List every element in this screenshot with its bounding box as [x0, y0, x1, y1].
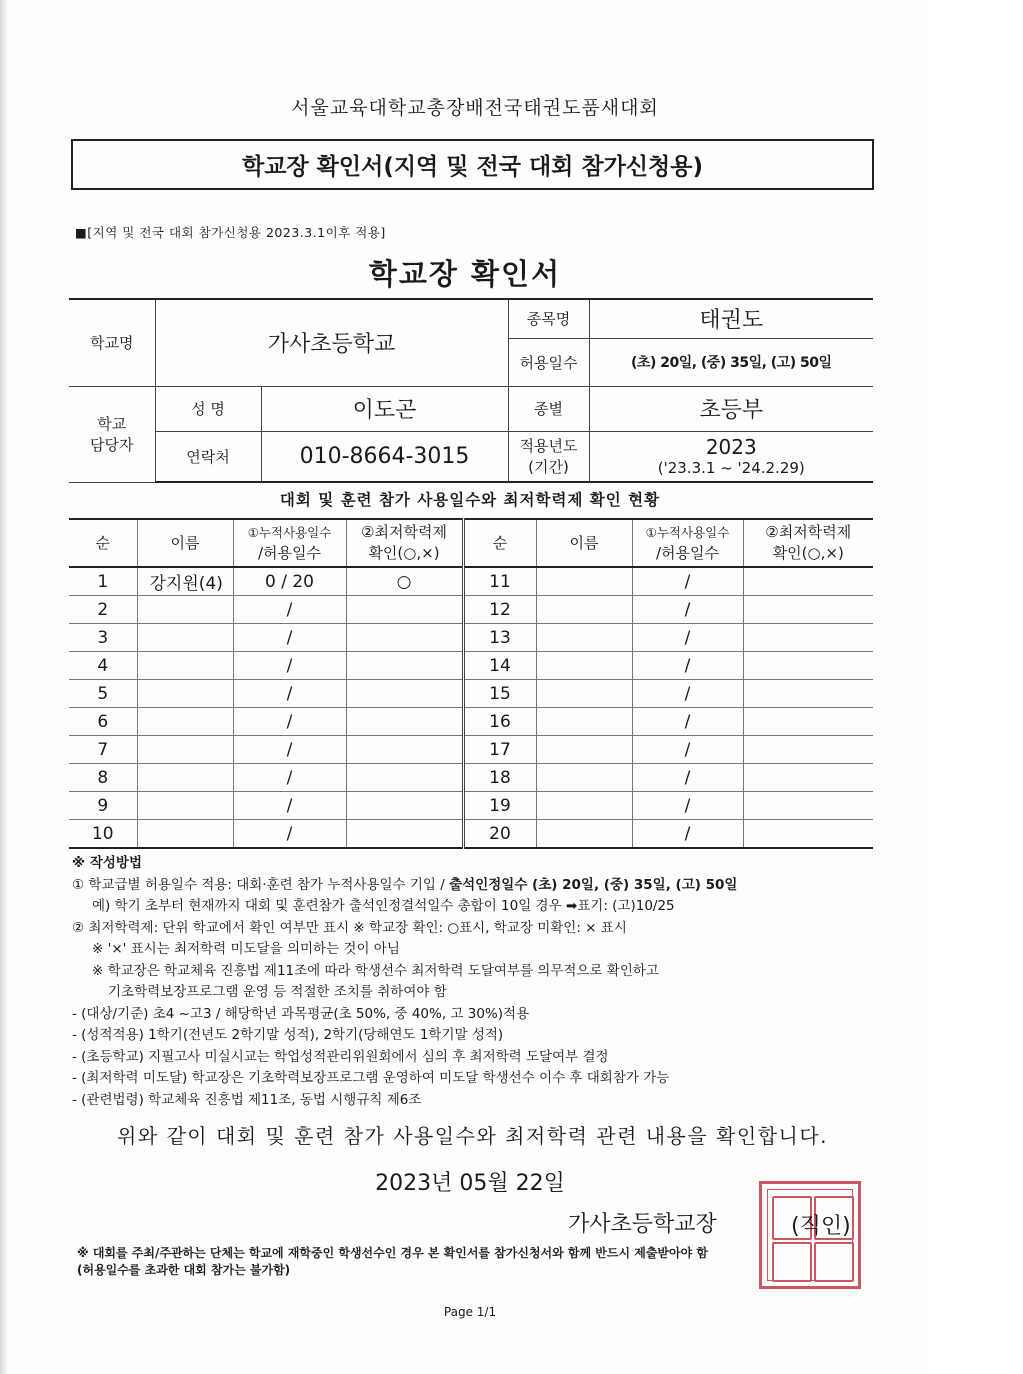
- instruction-line-1b: 출석인정일수 (초) 20일, (중) 35일, (고) 50일: [449, 876, 738, 893]
- row-name: [536, 792, 632, 820]
- header-check-right: [743, 519, 873, 567]
- year-label-line2: (기간): [528, 458, 569, 477]
- row-name: [536, 764, 632, 792]
- page-number: Page 1/1: [443, 1305, 497, 1319]
- row-name: [536, 596, 632, 624]
- row-days: /: [632, 736, 743, 764]
- row-no: 18: [463, 764, 536, 792]
- row-days: /: [632, 820, 743, 849]
- row-check: [743, 736, 873, 764]
- roster-table: [69, 518, 873, 849]
- row-days: /: [233, 736, 346, 764]
- seal-label: (직인): [791, 1214, 851, 1239]
- header-check-right-line1: ②최저학력제: [765, 523, 852, 541]
- row-days: /: [632, 680, 743, 708]
- scan-margin: [928, 0, 1023, 1374]
- header-days-right-line2: /허용일수: [655, 544, 719, 562]
- header-check-line2: 확인(○,×): [368, 544, 440, 562]
- row-no: 2: [69, 596, 137, 624]
- row-days: /: [233, 764, 346, 792]
- allowed-days-label: 허용일수: [508, 338, 589, 386]
- form-title-box: [71, 139, 874, 190]
- issue-date: 2023년 05월 22일: [375, 1171, 565, 1196]
- row-name: [536, 736, 632, 764]
- row-check: [346, 596, 463, 624]
- header-no-right: 순: [463, 519, 536, 567]
- table-row: [69, 680, 873, 708]
- main-title: 학교장 확인서: [368, 257, 562, 291]
- category-value: 초등부: [589, 386, 873, 431]
- year-label: [508, 431, 589, 482]
- row-check: [346, 708, 463, 736]
- header-days-right-line1: ①누적사용일수: [645, 525, 730, 540]
- row-days: 0 / 20: [233, 567, 346, 596]
- row-no: 17: [463, 736, 536, 764]
- footer-note-line2: (허용일수를 초과한 대회 참가는 불가함): [77, 1263, 291, 1277]
- school-label: 학교명: [69, 299, 155, 386]
- header-days-line1: ①누적사용일수: [247, 525, 332, 540]
- row-check: [346, 792, 463, 820]
- roster-header-row: [69, 519, 873, 567]
- header-days-right: [632, 519, 743, 567]
- row-check: ○: [346, 567, 463, 596]
- instruction-line-2b: ➡표기: (고)10/25: [565, 898, 675, 914]
- instruction-line-1: [72, 875, 862, 897]
- row-name: [137, 792, 233, 820]
- row-check: [743, 680, 873, 708]
- instruction-line-8: - (성적적용) 1학기(전년도 2학기말 성적), 2학기(당해연도 1학기말 성적): [72, 1027, 504, 1043]
- header-days-line2: /허용일수: [257, 544, 321, 562]
- footer-note: [77, 1245, 708, 1279]
- row-no: 11: [463, 567, 536, 596]
- signer-title: 가사초등학교장: [568, 1212, 717, 1237]
- row-check: [346, 652, 463, 680]
- instruction-line-7: - (대상/기준) 초4 ~고3 / 해당학년 과목평균(초 50%, 중 40%, 고 30%)적용: [72, 1005, 530, 1022]
- row-name: [536, 567, 632, 596]
- row-name: [137, 736, 233, 764]
- allowed-days-value: (초) 20일, (중) 35일, (고) 50일: [589, 338, 873, 386]
- header-check: [346, 519, 463, 567]
- instructions: [72, 853, 862, 1111]
- row-check: [743, 652, 873, 680]
- roster-section-title: 대회 및 훈련 참가 사용일수와 최저학력제 확인 현황: [279, 491, 661, 509]
- row-check: [743, 792, 873, 820]
- row-days: /: [632, 652, 743, 680]
- row-days: /: [233, 708, 346, 736]
- name-value: 이도곤: [261, 386, 508, 431]
- row-check: [346, 624, 463, 652]
- row-days: /: [632, 624, 743, 652]
- category-label: 종별: [508, 386, 589, 431]
- row-check: [346, 736, 463, 764]
- instruction-line-2a: 예) 학기 초부터 현재까지 대회 및 훈련참가 출석인정결석일수 총합이 10일 경우: [92, 898, 562, 914]
- row-name: [536, 680, 632, 708]
- table-row: [69, 567, 873, 596]
- row-name: [137, 624, 233, 652]
- row-check: [743, 567, 873, 596]
- row-check: [346, 820, 463, 849]
- row-days: /: [632, 792, 743, 820]
- header-name-right: 이름: [536, 519, 632, 567]
- contact-label: 연락처: [155, 431, 261, 482]
- row-days: /: [233, 792, 346, 820]
- table-row: [69, 764, 873, 792]
- row-no: 14: [463, 652, 536, 680]
- instruction-line-9: - (초등학교) 지필고사 미실시교는 학업성적관리위원회에서 심의 후 최저학력 도달여부 결정: [72, 1048, 609, 1065]
- row-days: /: [233, 596, 346, 624]
- row-days: /: [233, 680, 346, 708]
- row-no: 8: [69, 764, 137, 792]
- row-no: 9: [69, 792, 137, 820]
- row-no: 6: [69, 708, 137, 736]
- row-check: [346, 680, 463, 708]
- row-no: 20: [463, 820, 536, 849]
- instruction-line-10: - (최저학력 미도달) 학교장은 기초학력보장프로그램 운영하여 미도달 학생선수 이수 후 대회참가 가능: [72, 1070, 670, 1086]
- row-name: [536, 708, 632, 736]
- row-no: 4: [69, 652, 137, 680]
- applicability-note: ■[지역 및 전국 대회 참가신청용 2023.3.1이후 적용]: [75, 225, 386, 240]
- row-no: 15: [463, 680, 536, 708]
- row-days: /: [233, 652, 346, 680]
- header-days: [233, 519, 346, 567]
- table-row: [69, 708, 873, 736]
- roster-body: [69, 567, 873, 848]
- table-row: [69, 652, 873, 680]
- instructions-title: ※ 작성방법: [72, 855, 142, 871]
- event-value: 태권도: [589, 299, 873, 338]
- row-name: [137, 680, 233, 708]
- year-value-cell: [589, 431, 873, 482]
- row-days: /: [632, 596, 743, 624]
- row-days: /: [233, 624, 346, 652]
- row-no: 16: [463, 708, 536, 736]
- year-value: 2023: [705, 435, 757, 460]
- footer-note-line1: ※ 대회를 주최/주관하는 단체는 학교에 재학중인 학생선수인 경우 본 확인서를 참가신청서와 함께 반드시 제출받아야 함: [77, 1246, 708, 1260]
- row-days: /: [632, 567, 743, 596]
- row-check: [743, 708, 873, 736]
- instruction-line-3: ② 최저학력제: 단위 학교에서 확인 여부만 표시 ※ 학교장 확인: ○표시, 학교장 미확인: × 표시: [72, 919, 627, 936]
- seal-glyph-4: [814, 1242, 854, 1282]
- year-label-line1: 적용년도: [519, 437, 578, 456]
- row-check: [346, 764, 463, 792]
- row-name: [137, 820, 233, 849]
- manager-label-line2: 담당자: [90, 436, 134, 454]
- manager-label-line1: 학교: [97, 415, 127, 433]
- table-row: [69, 736, 873, 764]
- row-no: 7: [69, 736, 137, 764]
- instruction-line-2: [72, 896, 862, 918]
- table-row: [69, 624, 873, 652]
- row-days: /: [632, 764, 743, 792]
- school-value: 가사초등학교: [155, 299, 508, 386]
- row-name: [137, 652, 233, 680]
- row-check: [743, 764, 873, 792]
- manager-label: [69, 386, 155, 482]
- confirmation-statement: 위와 같이 대회 및 훈련 참가 사용일수와 최저학력 관련 내용을 확인합니다.: [116, 1124, 829, 1148]
- row-name: [536, 820, 632, 849]
- instruction-line-5: ※ 학교장은 학교체육 진흥법 제11조에 따라 학생선수 최저학력 도달여부를 의무적으로 확인하고: [92, 962, 659, 979]
- table-row: [69, 596, 873, 624]
- row-name: [536, 652, 632, 680]
- header-name: 이름: [137, 519, 233, 567]
- instruction-line-6: 기초학력보장프로그램 운영 등 적절한 조치를 취하여야 함: [108, 984, 447, 1000]
- header-check-line1: ②최저학력제: [361, 523, 447, 541]
- row-name: [137, 764, 233, 792]
- table-row: [69, 792, 873, 820]
- row-no: 3: [69, 624, 137, 652]
- row-no: 13: [463, 624, 536, 652]
- competition-name: 서울교육대학교총장배전국태권도품새대회: [291, 97, 659, 119]
- row-days: /: [632, 708, 743, 736]
- row-name: [536, 624, 632, 652]
- row-name: [137, 596, 233, 624]
- row-name: [137, 708, 233, 736]
- info-table: [69, 298, 873, 483]
- form-title: 학교장 확인서(지역 및 전국 대회 참가신청용): [242, 154, 703, 180]
- header-no: 순: [69, 519, 137, 567]
- row-name: 강지원(4): [137, 567, 233, 596]
- row-check: [743, 596, 873, 624]
- event-label: 종목명: [508, 299, 589, 338]
- seal-glyph-3: [772, 1242, 812, 1282]
- header-check-right-line2: 확인(○,×): [772, 544, 844, 562]
- row-check: [743, 820, 873, 849]
- row-check: [743, 624, 873, 652]
- name-label: 성 명: [155, 386, 261, 431]
- period-value: ('23.3.1 ~ '24.2.29): [657, 459, 805, 478]
- instruction-line-4: ※ '×' 표시는 최저학력 미도달을 의미하는 것이 아님: [92, 941, 400, 957]
- instruction-line-11: - (관련법령) 학교체육 진흥법 제11조, 동법 시행규칙 제6조: [72, 1091, 422, 1108]
- row-no: 12: [463, 596, 536, 624]
- row-days: /: [233, 820, 346, 849]
- instruction-line-1a: ① 학교급별 허용일수 적용: 대회·훈련 참가 누적사용일수 기입 /: [72, 876, 450, 893]
- row-no: 5: [69, 680, 137, 708]
- row-no: 19: [463, 792, 536, 820]
- row-no: 1: [69, 567, 137, 596]
- table-row: [69, 820, 873, 849]
- contact-value: 010-8664-3015: [261, 431, 508, 482]
- row-no: 10: [69, 820, 137, 849]
